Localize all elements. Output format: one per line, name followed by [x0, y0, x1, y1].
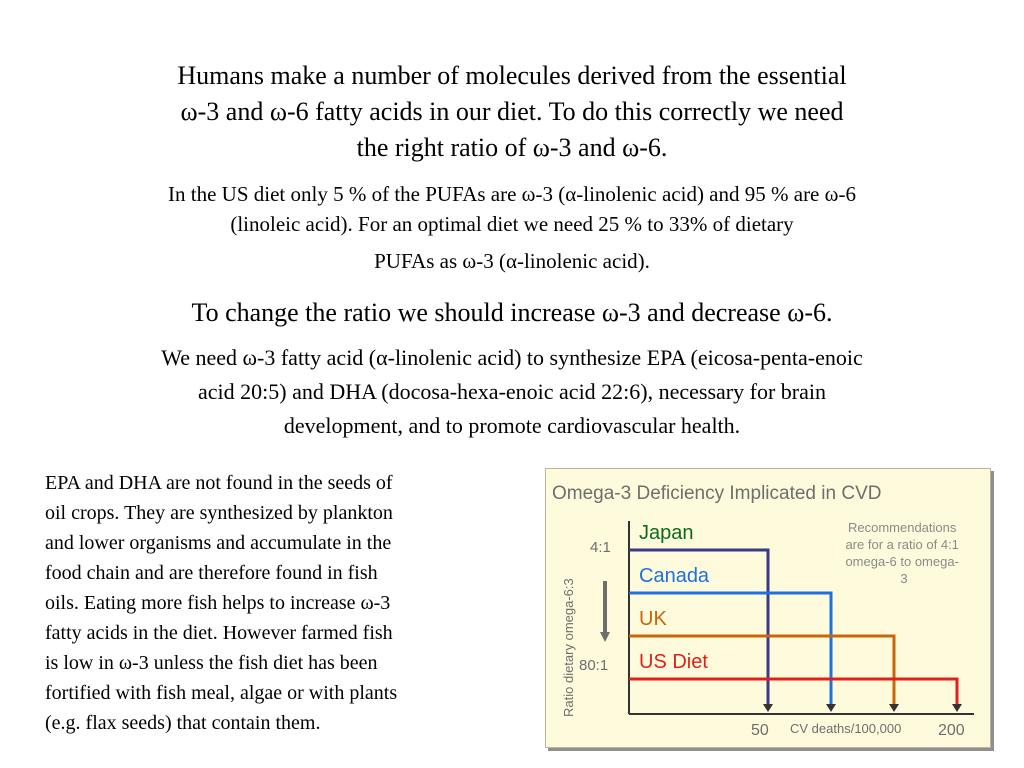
y-axis-label: Ratio dietary omega-6:3: [561, 578, 576, 717]
synthesis-line-3: development, and to promote cardiovascular health.: [283, 413, 741, 438]
heading-line-3: the right ratio of ω-3 and ω-6.: [356, 133, 668, 162]
fish-oil-text: [45, 468, 505, 738]
series-arrowhead-japan: [763, 704, 773, 712]
fish-oil-line: is low in ω-3 unless the fish diet has been: [45, 652, 378, 674]
fish-oil-line: fortified with fish meal, algae or with plants: [45, 682, 398, 704]
change-ratio-paragraph: To change the ratio we should increase ω-3 and decrease ω-6.: [191, 298, 833, 327]
series-arrowhead-uk: [889, 704, 899, 712]
fish-oil-line: (e.g. flax seeds) that contain them.: [45, 712, 321, 734]
series-arrowhead-us-diet: [952, 704, 962, 712]
series-label-uk: UK: [639, 608, 667, 630]
us-diet-line-2: (linoleic acid). For an optimal diet we need 25 % to 33% of dietary: [230, 212, 794, 236]
y-tick-80-1: 80:1: [579, 657, 609, 674]
chart-svg: [546, 469, 990, 747]
synthesis-line-2: acid 20:5) and DHA (docosa-hexa-enoic acid 22:6), necessary for brain: [198, 379, 826, 404]
us-diet-paragraph: [40, 179, 984, 276]
series-label-us-diet: US Diet: [639, 651, 708, 673]
x-tick-200: 200: [938, 722, 965, 739]
chart-title: Omega-3 Deficiency Implicated in CVD: [552, 483, 882, 504]
heading-line-2: ω-3 and ω-6 fatty acids in our diet. To do this correctly we need: [180, 97, 844, 126]
main-heading: [40, 58, 984, 166]
fish-oil-line: fatty acids in the diet. However farmed fish: [45, 622, 393, 644]
synthesis-paragraph: [40, 341, 984, 443]
us-diet-line-1: In the US diet only 5 % of the PUFAs are ω-3 (α-linolenic acid) and 95 % are ω-6: [168, 182, 856, 206]
fish-oil-line: oil crops. They are synthesized by plankton: [45, 502, 393, 524]
fish-oil-line: and lower organisms and accumulate in the: [45, 532, 392, 554]
series-label-japan: Japan: [639, 522, 694, 544]
y-tick-4-1: 4:1: [590, 539, 611, 556]
series-line-us-diet: [629, 679, 957, 706]
omega3-cvd-chart: [545, 468, 991, 748]
fish-oil-line: EPA and DHA are not found in the seeds of: [45, 472, 393, 494]
fish-oil-line: food chain and are therefore found in fish: [45, 562, 378, 584]
series-label-canada: Canada: [639, 565, 710, 587]
x-axis-label: CV deaths/100,000: [790, 721, 902, 736]
heading-line-1: Humans make a number of molecules derived from the essential: [177, 61, 847, 90]
series-arrowhead-canada: [826, 704, 836, 712]
x-tick-50: 50: [751, 722, 769, 739]
recommendation-annotation: Recommendations are for a ratio of 4:1 omega-6 to omega- 3: [845, 520, 959, 586]
fish-oil-line: oils. Eating more fish helps to increase ω-3: [45, 592, 391, 614]
us-diet-line-3: PUFAs as ω-3 (α-linolenic acid).: [374, 249, 650, 273]
synthesis-line-1: We need ω-3 fatty acid (α-linolenic acid) to synthesize EPA (eicosa-penta-enoic: [161, 345, 863, 370]
